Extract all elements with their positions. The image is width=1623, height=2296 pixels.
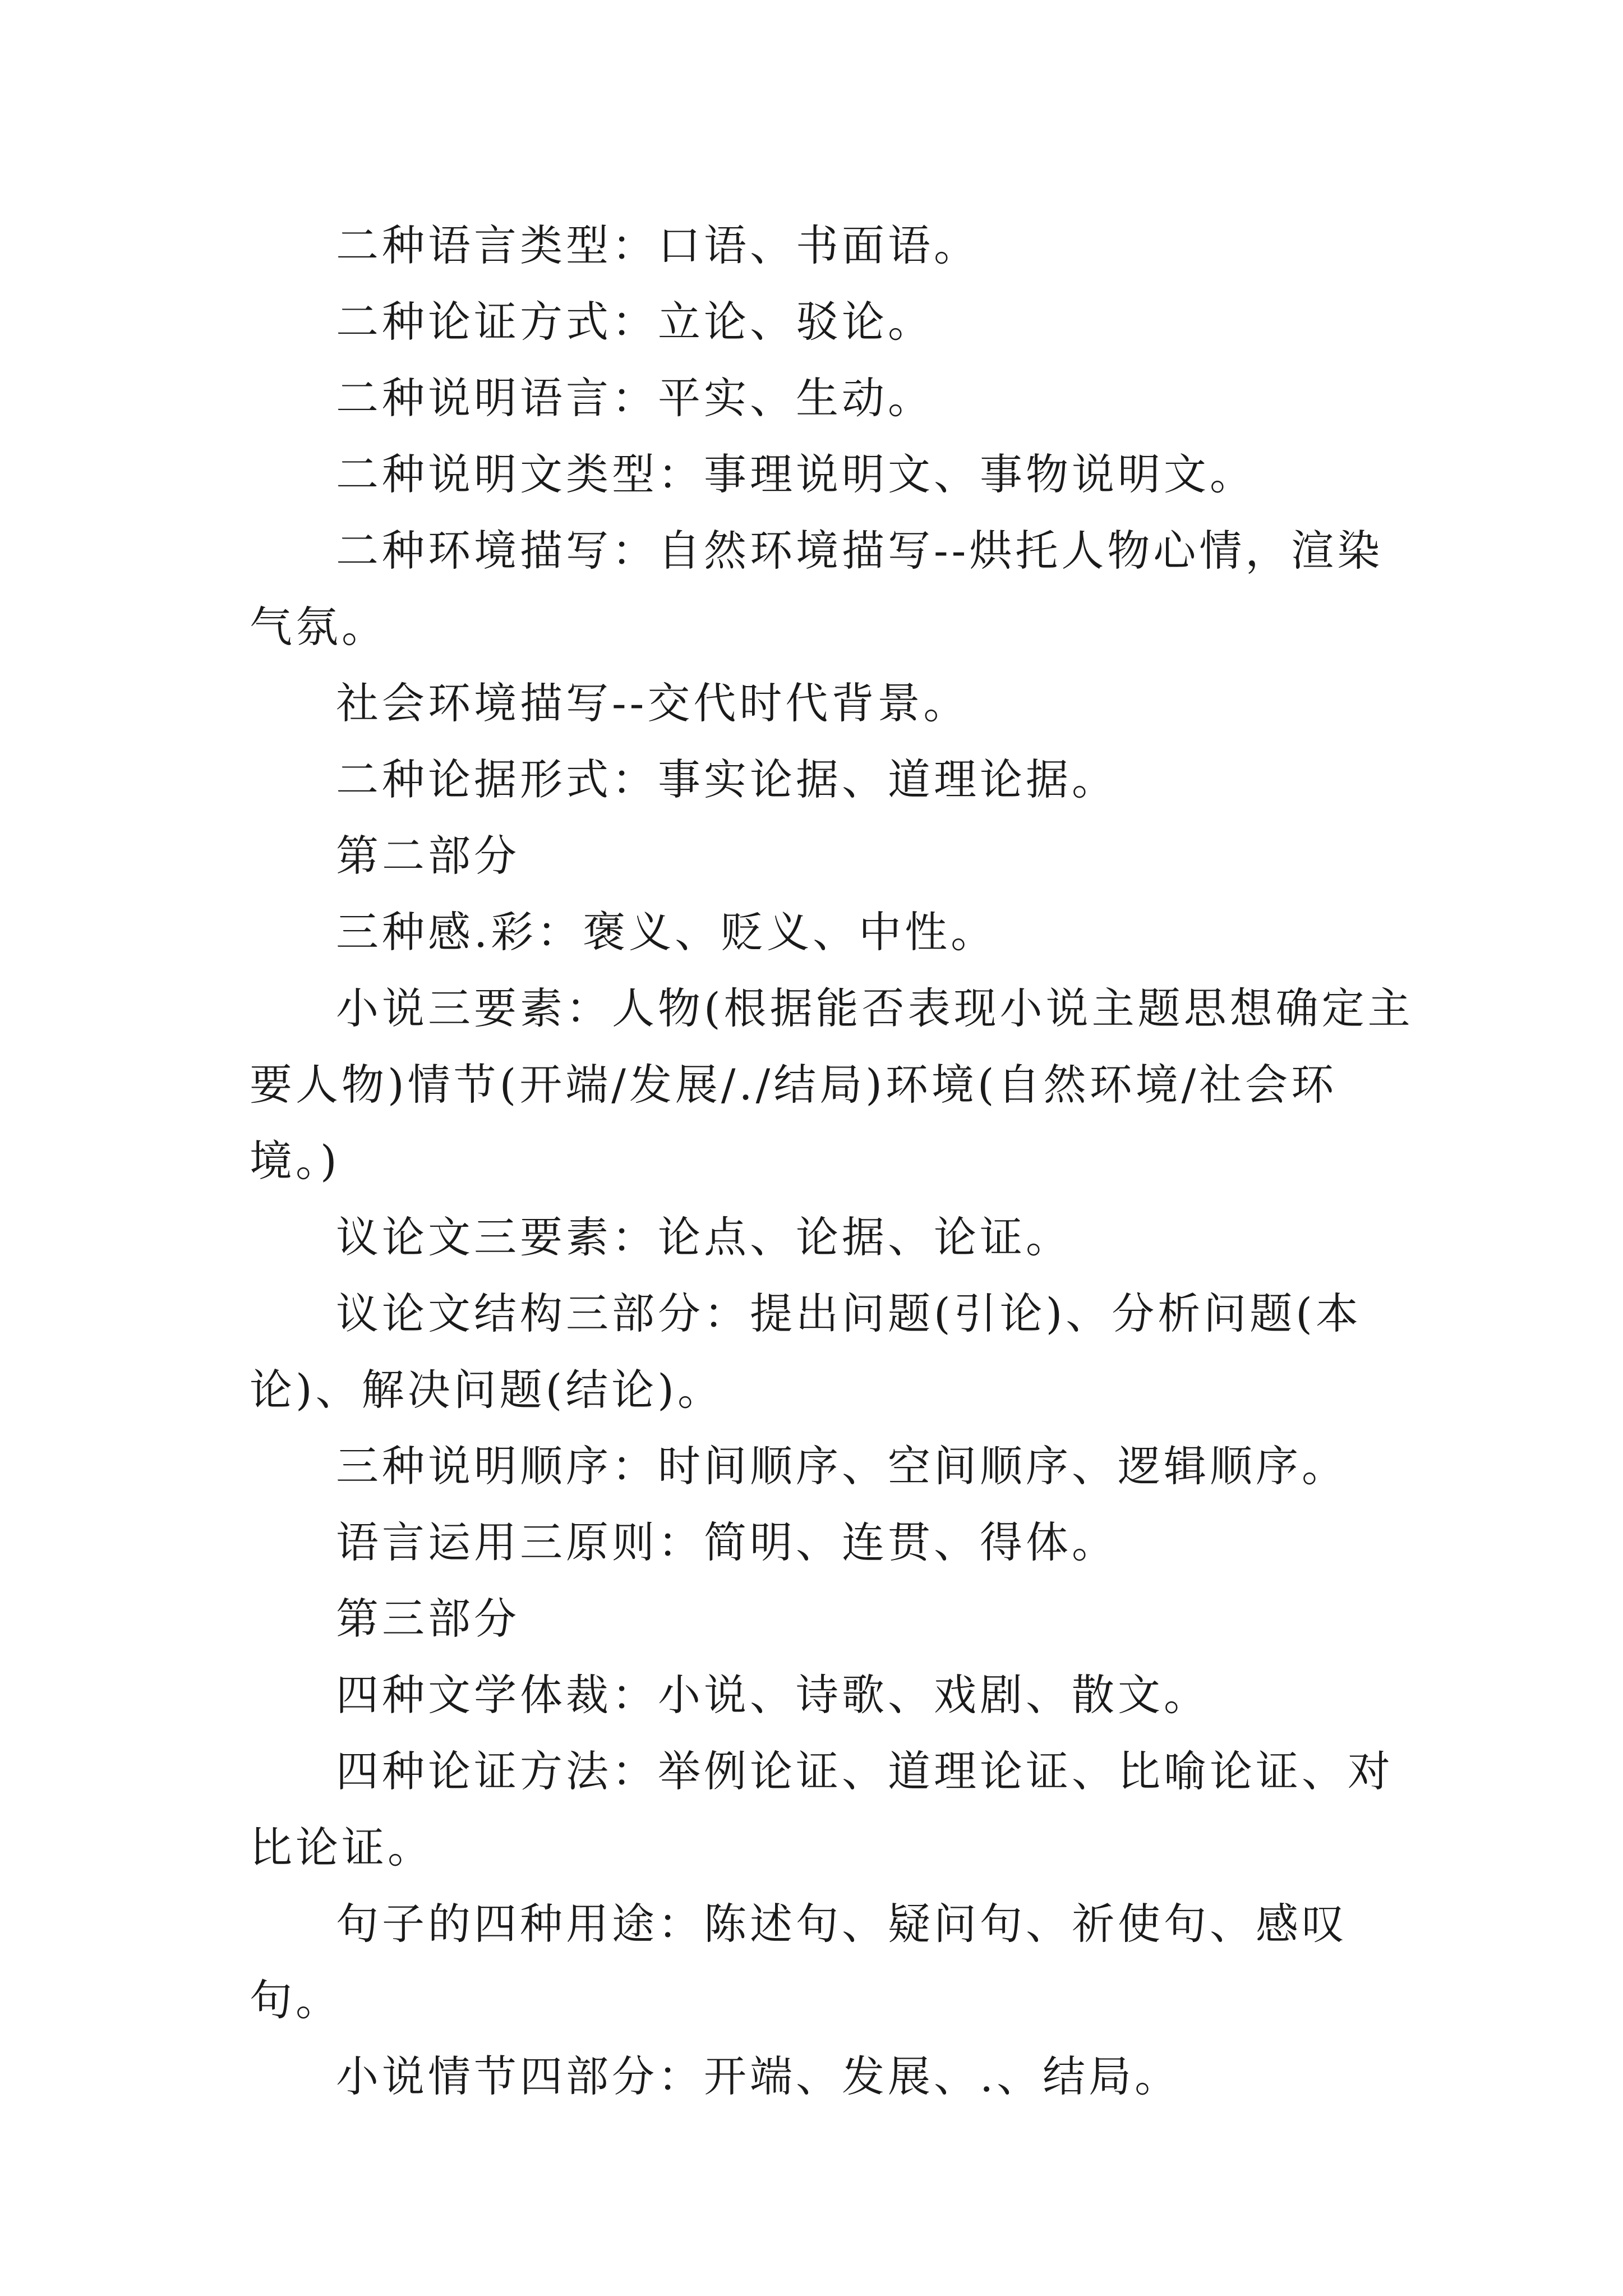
paragraph-environment-description: 二种环境描写：自然环境描写--烘托人物心情，渲染气氛。 <box>250 526 1384 652</box>
paragraph-argument-methods: 四种论证方法：举例论证、道理论证、比喻论证、对比论证。 <box>250 1746 1394 1872</box>
paragraph-argument-structure: 议论文结构三部分：提出问题(引论)、分析问题(本论)、解决问题(结论)。 <box>250 1289 1362 1415</box>
paragraph-connotations: 三种感.彩：褒义、贬义、中性。 <box>336 907 997 957</box>
paragraph-social-environment: 社会环境描写--交代时代背景。 <box>336 678 970 728</box>
paragraph-expository-language: 二种说明语言：平实、生动。 <box>336 373 934 423</box>
paragraph-language-principles: 语言运用三原则：简明、连贯、得体。 <box>336 1517 1118 1567</box>
paragraph-expository-order: 三种说明顺序：时间顺序、空间顺序、逻辑顺序。 <box>336 1441 1348 1491</box>
paragraph-literary-genres: 四种文学体裁：小说、诗歌、戏剧、散文。 <box>336 1670 1210 1720</box>
paragraph-language-types: 二种语言类型：口语、书面语。 <box>336 220 980 270</box>
paragraph-argument-elements: 议论文三要素：论点、论据、论证。 <box>336 1212 1072 1262</box>
paragraph-expository-types: 二种说明文类型：事理说明文、事物说明文。 <box>336 449 1256 499</box>
paragraph-argument-modes: 二种论证方式：立论、驳论。 <box>336 297 934 347</box>
section-heading-part-three: 第三部分 <box>336 1594 520 1644</box>
paragraph-evidence-forms: 二种论据形式：事实论据、道理论据。 <box>336 754 1118 804</box>
document-body <box>250 208 1422 2115</box>
paragraph-novel-elements: 小说三要素：人物(根据能否表现小说主题思想确定主要人物)情节(开端/发展/./结局)环境(自然环境/社会环境。) <box>250 983 1414 1186</box>
section-heading-part-two: 第二部分 <box>336 831 520 881</box>
paragraph-plot-parts: 小说情节四部分：开端、发展、.、结局。 <box>336 2051 1181 2101</box>
paragraph-sentence-functions: 句子的四种用途：陈述句、疑问句、祈使句、感叹句。 <box>250 1899 1348 2025</box>
